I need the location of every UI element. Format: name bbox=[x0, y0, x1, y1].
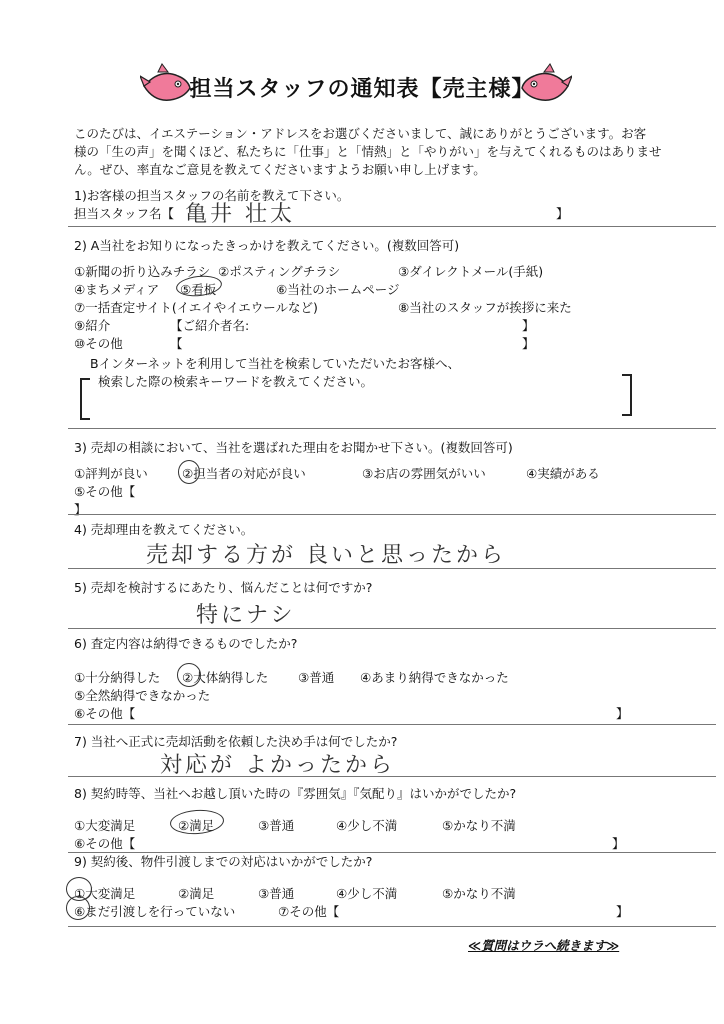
q2-referrer-close: 】 bbox=[522, 318, 535, 333]
q3-option: ⑤その他【 bbox=[74, 484, 136, 499]
q6-question: 6) 査定内容は納得できるものでしたか? bbox=[74, 636, 298, 651]
q2b-question-line-1: Bインターネットを利用して当社を検索していただいたお客様へ、 bbox=[90, 356, 460, 371]
q6-option: ③普通 bbox=[298, 670, 335, 685]
q8-option: ②満足 bbox=[178, 818, 215, 833]
q7-question: 7) 当社へ正式に売却活動を依頼した決め手は何でしたか? bbox=[74, 734, 398, 749]
q8-option: ④少し不満 bbox=[336, 818, 398, 833]
q6-option: ④あまり納得できなかった bbox=[360, 670, 509, 685]
q8-option: ⑥その他【 bbox=[74, 836, 136, 851]
q2-other-close: 】 bbox=[522, 336, 535, 351]
divider bbox=[68, 628, 716, 629]
q4-question: 4) 売却理由を教えてください。 bbox=[74, 522, 254, 537]
q8-other-close: 】 bbox=[612, 836, 625, 851]
q9-option: ④少し不満 bbox=[336, 886, 398, 901]
q2-option: ⑩その他 bbox=[74, 336, 123, 351]
q2-option: ④まちメディア bbox=[74, 282, 160, 297]
q6-other-close: 】 bbox=[616, 706, 629, 721]
q2-option: ③ダイレクトメール(手紙) bbox=[398, 264, 544, 279]
q2-other-open: 【 bbox=[170, 336, 183, 351]
q9-option: ⑥まだ引渡しを行っていない bbox=[74, 904, 236, 919]
divider bbox=[68, 926, 716, 927]
q9-option: ⑤かなり不満 bbox=[442, 886, 516, 901]
q9-option: ①大変満足 bbox=[74, 886, 136, 901]
q2-option: ⑦一括査定サイト(イエイやイエウールなど) bbox=[74, 300, 318, 315]
divider bbox=[68, 568, 716, 569]
q2-question: 2) A当社をお知りになったきっかけを教えてください。(複数回答可) bbox=[74, 238, 460, 253]
answer-circle-mark bbox=[66, 896, 90, 920]
q9-option: ⑦その他【 bbox=[278, 904, 340, 919]
divider bbox=[68, 776, 716, 777]
q8-option: ①大変満足 bbox=[74, 818, 136, 833]
q9-question: 9) 契約後、物件引渡しまでの対応はいかがでしたか? bbox=[74, 854, 373, 869]
intro-line-2: 様の「生の声」を聞くほど、私たちに「仕事」と「情熱」と「やりがい」を与えてくれるものはありませ bbox=[74, 144, 662, 159]
q9-option: ③普通 bbox=[258, 886, 295, 901]
divider bbox=[68, 514, 716, 515]
q2-option: ⑨紹介 bbox=[74, 318, 111, 333]
q5-handwritten-answer: 特にナシ bbox=[196, 603, 296, 628]
q9-option: ②満足 bbox=[178, 886, 215, 901]
q1-close-bracket: 】 bbox=[556, 206, 569, 221]
divider bbox=[68, 724, 716, 725]
q3-other-close: 】 bbox=[74, 502, 87, 517]
q9-other-close: 】 bbox=[616, 904, 629, 919]
q1-label: 担当スタッフ名【 bbox=[74, 206, 175, 221]
page-title: 担当スタッフの通知表【売主様】 bbox=[189, 77, 535, 102]
answer-circle-mark bbox=[178, 460, 200, 484]
keyword-box-right-bracket bbox=[622, 374, 632, 416]
q2-option: ⑤看板 bbox=[180, 282, 217, 297]
q1-question: 1)お客様の担当スタッフの名前を教えて下さい。 bbox=[74, 188, 350, 203]
q6-option: ⑤全然納得できなかった bbox=[74, 688, 211, 703]
q3-option: ④実績がある bbox=[526, 466, 600, 481]
q1-handwritten-answer: 亀井 壮太 bbox=[185, 202, 295, 227]
q4-handwritten-answer: 売却する方が 良いと思ったから bbox=[146, 543, 506, 568]
answer-circle-mark bbox=[177, 663, 201, 687]
q2-option: ②ポスティングチラシ bbox=[218, 264, 341, 279]
q3-option: ①評判が良い bbox=[74, 466, 148, 481]
q7-handwritten-answer: 対応が よかったから bbox=[160, 753, 395, 778]
keyword-box-left-bracket bbox=[80, 378, 90, 420]
q2-option: ①新聞の折り込みチラシ bbox=[74, 264, 211, 279]
q8-option: ⑤かなり不満 bbox=[442, 818, 516, 833]
intro-line-1: このたびは、イエステーション・アドレスをお選びくださいまして、誠にありがとうございます。お客 bbox=[74, 126, 647, 141]
footer-continue-note: ≪質問はウラへ続きます≫ bbox=[468, 938, 620, 953]
q3-question: 3) 売却の相談において、当社を選ばれた理由をお聞かせ下さい。(複数回答可) bbox=[74, 440, 513, 455]
q8-option: ③普通 bbox=[258, 818, 295, 833]
divider bbox=[68, 428, 716, 429]
intro-line-3: ん。ぜひ、率直なご意見を教えてくださいますようお願い申し上げます。 bbox=[74, 162, 486, 177]
answer-circle-mark bbox=[169, 808, 225, 836]
q6-option: ②大体納得した bbox=[182, 670, 269, 685]
q3-option: ③お店の雰囲気がいい bbox=[362, 466, 486, 481]
q5-question: 5) 売却を検討するにあたり、悩んだことは何ですか? bbox=[74, 580, 373, 595]
q2b-question-line-2: 検索した際の検索キーワードを教えてください。 bbox=[98, 374, 374, 389]
q2-referrer-label: 【ご紹介者名: bbox=[170, 318, 250, 333]
q8-question: 8) 契約時等、当社へお越し頂いた時の『雰囲気』『気配り』はいかがでしたか? bbox=[74, 786, 517, 801]
q2-option: ⑥当社のホームページ bbox=[276, 282, 400, 297]
q3-option: ②担当者の対応が良い bbox=[182, 466, 306, 481]
q2-option: ⑧当社のスタッフが挨拶に来た bbox=[398, 300, 572, 315]
q6-option: ①十分納得した bbox=[74, 670, 161, 685]
q6-option: ⑥その他【 bbox=[74, 706, 136, 721]
divider bbox=[68, 226, 716, 227]
